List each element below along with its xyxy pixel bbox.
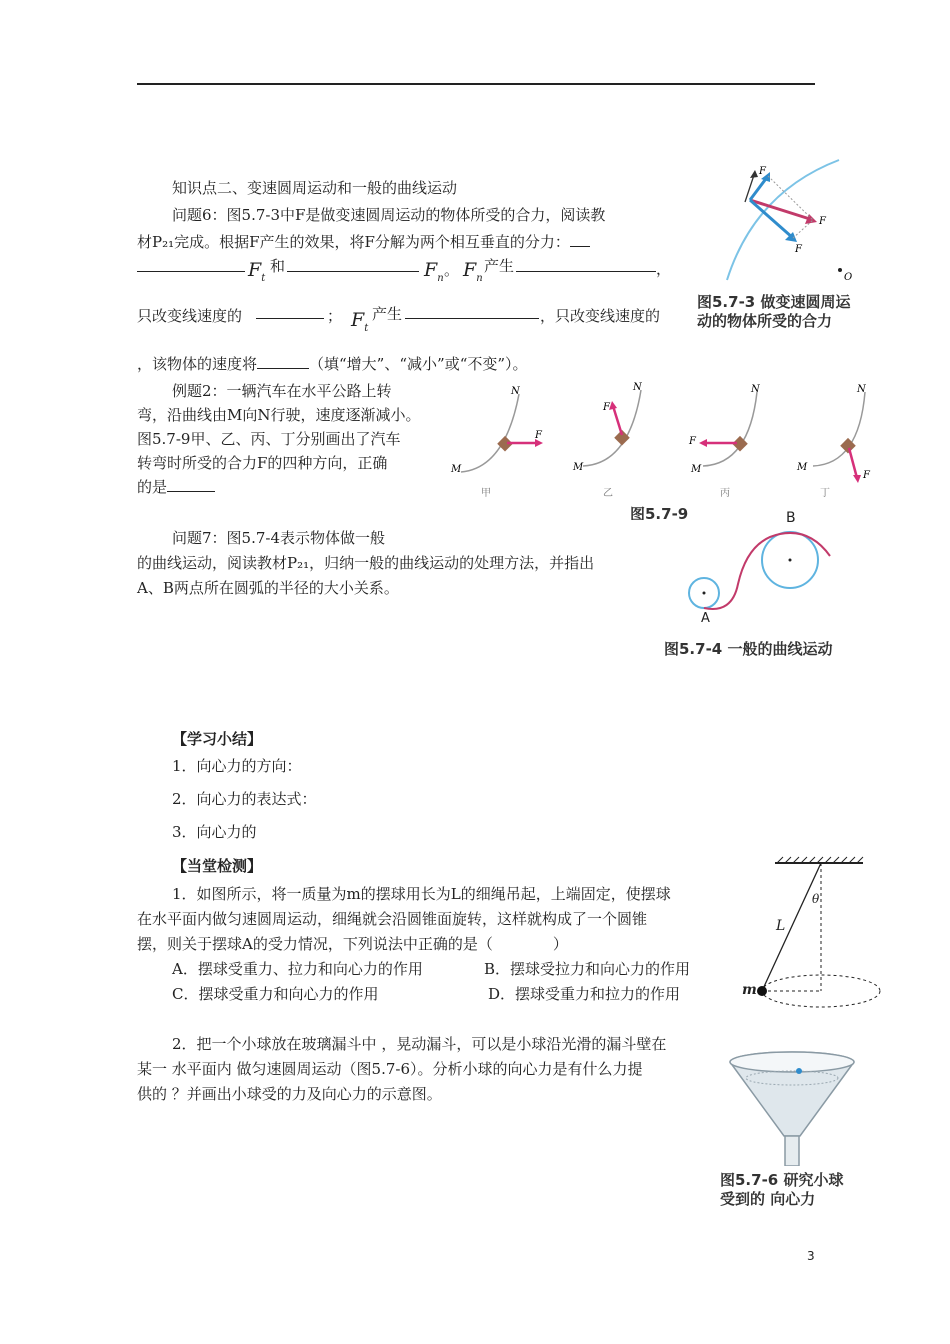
fn-symbol: $F_n$ xyxy=(463,259,483,284)
svg-text:M: M xyxy=(797,462,808,473)
point-b-label: B xyxy=(786,510,796,526)
svg-text:N: N xyxy=(857,384,866,395)
car-diagram-yi xyxy=(572,382,643,473)
example-2-line: 弯，沿曲线由M向N行驶，速度逐渐减小。 xyxy=(137,406,421,424)
question-6-line-4a: 只改变线速度的 xyxy=(137,307,243,325)
svg-text:O: O xyxy=(844,272,853,282)
example-2-line: 例题2：一辆汽车在水平公路上转 xyxy=(172,382,392,400)
svg-text:N: N xyxy=(511,386,520,397)
check-q1-line: 在水平面内做匀速圆周运动，细绳就会沿圆锥面旋转，这样就构成了一个圆锥 xyxy=(137,910,648,928)
he-text: 和 xyxy=(270,257,286,275)
conical-pendulum-figure xyxy=(735,855,885,1015)
answer-blank[interactable] xyxy=(167,491,215,492)
page-number: 3 xyxy=(807,1249,815,1263)
answer-blank[interactable] xyxy=(257,368,309,369)
answer-blank[interactable] xyxy=(570,246,590,247)
theta-label: θ xyxy=(812,892,820,906)
example-2-line: 转弯时所受的合力F的四种方向，正确 xyxy=(137,454,388,472)
svg-text:F: F xyxy=(795,244,802,255)
figure-5-7-3-caption-1: 图5.7-3 做变速圆周运 xyxy=(697,293,851,311)
figure-label-yi: 乙 xyxy=(603,488,613,499)
semicolon-text: ； xyxy=(327,307,343,325)
option-d[interactable]: D．摆球受重力和拉力的作用 xyxy=(488,985,681,1003)
ft-symbol: $F_t$ xyxy=(351,309,369,334)
answer-blank[interactable] xyxy=(405,305,539,323)
question-6-line-5: ，该物体的速度将 （填“增大”、“减小”或“不变”）。 xyxy=(137,355,528,373)
car-diagram-bing xyxy=(688,384,761,475)
summary-item: 1．向心力的方向： xyxy=(172,757,302,775)
question-6-line-2: 材P₂₁完成。根据F产生的效果，将F分解为两个相互垂直的分力： xyxy=(137,231,590,252)
check-q1-line: 1．如图所示，将一质量为m的摆球用长为L的细绳吊起，上端固定，使摆球 xyxy=(172,885,671,903)
point-a-label: A xyxy=(701,611,710,626)
period-text: 。 xyxy=(444,261,460,279)
answer-blank[interactable] xyxy=(256,305,324,323)
fn-symbol: $F_n$ xyxy=(424,259,444,284)
answer-blank[interactable] xyxy=(287,258,419,276)
svg-text:F: F xyxy=(689,436,696,447)
figure-label-jia: 甲 xyxy=(481,488,491,499)
section-heading: 知识点二、变速圆周运动和一般的曲线运动 xyxy=(172,179,458,197)
figure-5-7-3 xyxy=(715,152,855,282)
figure-5-7-4-caption: 图5.7-4 一般的曲线运动 xyxy=(664,640,833,658)
car-diagram-jia xyxy=(450,386,543,475)
figure-5-7-9-caption: 图5.7-9 xyxy=(630,505,689,520)
summary-item: 3．向心力的 xyxy=(172,823,257,841)
figure-5-7-3-caption-2: 动的物体所受的合力 xyxy=(697,312,833,330)
chansheng-text: 产生 xyxy=(372,305,403,323)
mass-label: m xyxy=(742,982,757,998)
summary-item: 2．向心力的表达式： xyxy=(172,790,317,808)
check-q2-line: 供的 ？并画出小球受的力及向心力的示意图。 xyxy=(137,1085,442,1103)
svg-text:M: M xyxy=(573,462,584,473)
svg-text:F: F xyxy=(603,402,610,413)
figure-5-7-6-caption-2: 受到的 向心力 xyxy=(720,1190,816,1208)
check-title: 【当堂检测】 xyxy=(172,857,263,875)
svg-text:F: F xyxy=(759,166,766,177)
svg-text:M: M xyxy=(451,464,462,475)
comma-text: ， xyxy=(656,260,672,278)
figure-label-ding: 丁 xyxy=(820,488,830,499)
figure-5-7-9 xyxy=(445,380,875,500)
question-6-line-4c: ，只改变线速度的 xyxy=(540,307,661,325)
figure-5-7-6-caption-1: 图5.7-6 研究小球 xyxy=(720,1171,844,1189)
svg-text:N: N xyxy=(633,382,642,393)
check-q2-line: 2．把一个小球放在玻璃漏斗中 ，晃动漏斗，可以是小球沿光滑的漏斗壁在 xyxy=(172,1035,667,1053)
ft-symbol: $F_t$ xyxy=(248,259,266,284)
answer-blank[interactable] xyxy=(516,258,656,276)
option-a[interactable]: A．摆球受重力、拉力和向心力的作用 xyxy=(172,960,423,978)
figure-label-bing: 丙 xyxy=(720,488,730,499)
figure-5-7-4 xyxy=(680,520,890,635)
summary-title: 【学习小结】 xyxy=(172,730,263,748)
question-7-line-2: 的曲线运动，阅读教材P₂₁，归纳一般的曲线运动的处理方法，并指出 xyxy=(137,554,595,572)
funnel-figure xyxy=(728,1048,856,1166)
svg-text:F: F xyxy=(535,430,542,441)
option-c[interactable]: C．摆球受重力和向心力的作用 xyxy=(172,985,379,1003)
example-2-line: 图5.7-9甲、乙、丙、丁分别画出了汽车 xyxy=(137,430,401,448)
header-rule xyxy=(137,83,815,85)
chansheng-text: 产生 xyxy=(484,257,515,275)
question-7-line-1: 问题7：图5.7-4表示物体做一般 xyxy=(172,529,386,547)
svg-text:N: N xyxy=(751,384,760,395)
question-7-line-3: A、B两点所在圆弧的半径的大小关系。 xyxy=(137,579,399,597)
svg-text:F: F xyxy=(863,470,870,481)
option-b[interactable]: B．摆球受拉力和向心力的作用 xyxy=(484,960,691,978)
svg-text:M: M xyxy=(691,464,702,475)
length-label: L xyxy=(776,918,786,934)
example-2-line: 的是 xyxy=(137,476,215,497)
answer-blank[interactable] xyxy=(137,258,255,274)
svg-text:F: F xyxy=(819,216,826,227)
car-diagram-ding xyxy=(796,384,871,483)
check-q1-line: 摆，则关于摆球A的受力情况，下列说法中正确的是（ ） xyxy=(137,935,568,953)
question-6-line-1: 问题6：图5.7-3中F是做变速圆周运动的物体所受的合力，阅读教 xyxy=(172,206,606,224)
check-q2-line: 某一 水平面内 做匀速圆周运动（图5.7-6）。分析小球的向心力是有什么力提 xyxy=(137,1060,643,1078)
